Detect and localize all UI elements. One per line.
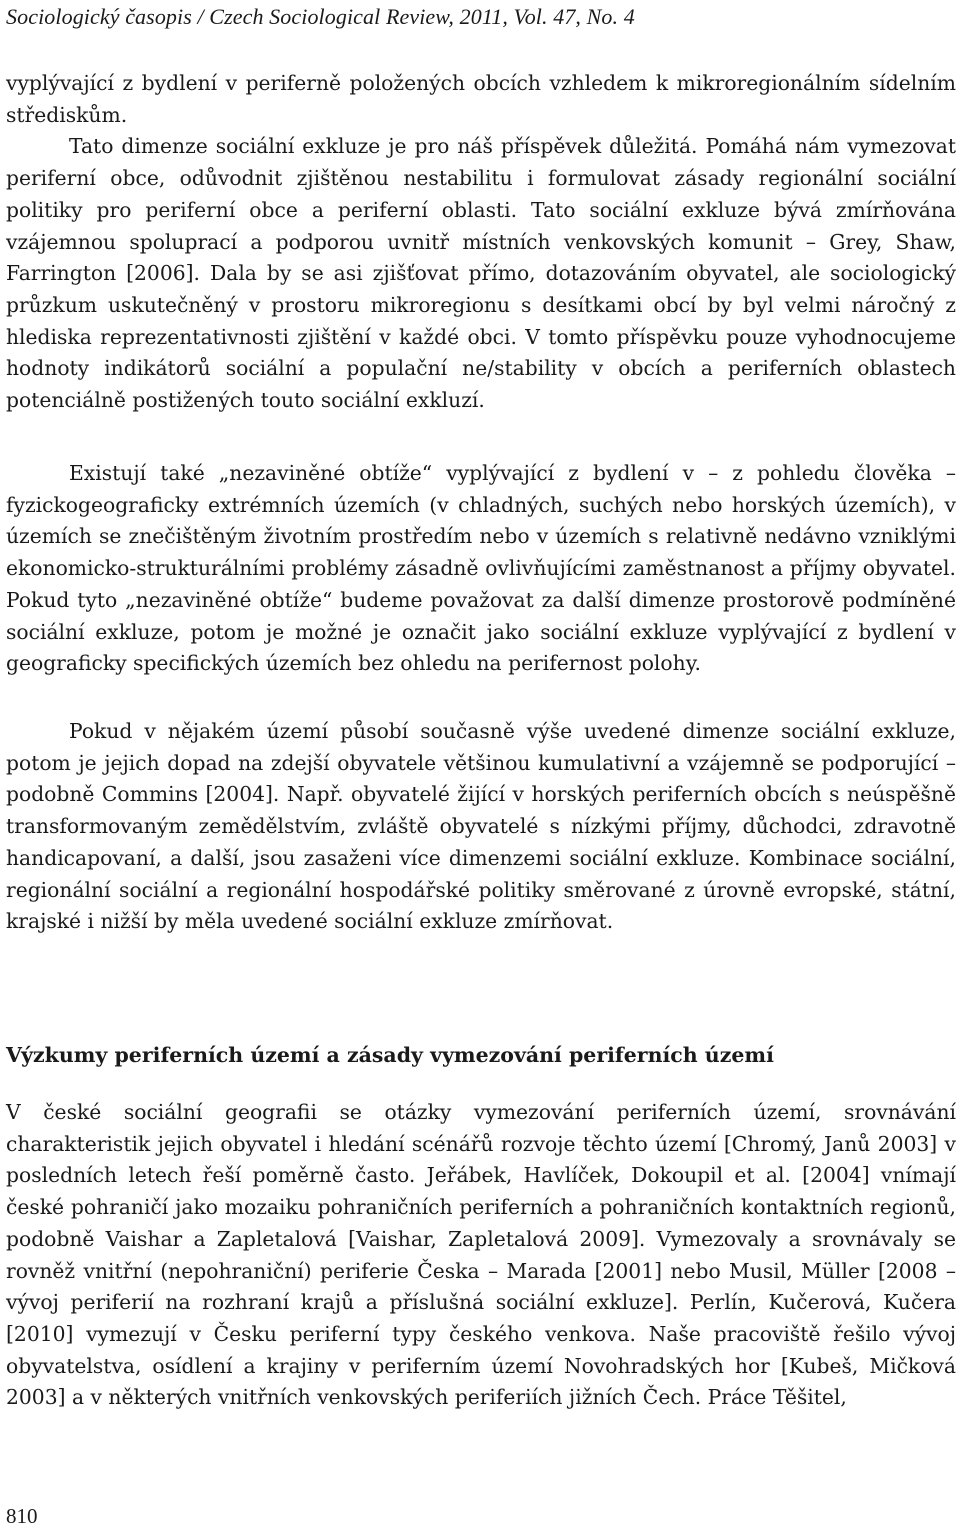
paragraph-unintended-difficulties: Existují také „nezaviněné obtíže“ vyplývající z bydlení v – z pohledu člověka – fyzickogeograficky extrémních územích (v chladných, suchých nebo horských územích), v územích se znečištěným životním prostředím nebo v územích s relativně nedávno vzniklými ekonomicko-strukturálními problémy zásadně ovlivňujícími zaměstnanost a příjmy obyvatel. Pokud tyto „nezaviněné obtíže“ budeme považovat za další dimenze prostorově podmíněné sociální exkluze, potom je možné je označit jako sociální exkluze vyplývající z bydlení v geograficky specifických územích bez ohledu na perifernost polohy.	[6, 461, 956, 676]
text-block-difficulties	[6, 458, 956, 680]
text-block-cumulative	[6, 716, 956, 938]
running-header: Sociologický časopis / Czech Sociological Review, 2011, Vol. 47, No. 4	[6, 4, 635, 29]
page-number: 810	[6, 1504, 38, 1528]
text-block-section	[6, 1097, 956, 1414]
paragraph-exclusion-dimension: Tato dimenze sociální exkluze je pro náš příspěvek důležitá. Pomáhá nám vymezovat periferní obce, odůvodnit zjištěnou nestabilitu i formulovat zásady regionální sociální politiky pro periferní obce a periferní oblasti. Tato sociální exkluze bývá zmírňována vzájemnou spoluprací a podporou uvnitř místních venkovských komunit – Grey, Shaw, Farrington [2006]. Dala by se asi zjišťovat přímo, dotazováním obyvatel, ale sociologický průzkum uskutečněný v prostoru mikroregionu s desítkami obcí by byl velmi náročný z hlediska reprezentativnosti zjištění v každé obci. V tomto příspěvku pouze vyhodnocujeme hodnoty indikátorů sociální a populační ne/stability v obcích a periferních oblastech potenciálně postižených touto sociální exkluzí.	[6, 134, 956, 413]
paragraph-continuation: vyplývající z bydlení v periferně položených obcích vzhledem k mikroregionálním sídelním střediskům.	[6, 71, 956, 127]
text-block-continuation	[6, 68, 956, 417]
section-heading: Výzkumy periferních území a zásady vymezování periferních území	[6, 1043, 774, 1067]
paragraph-cumulative-impact: Pokud v nějakém území působí současně výše uvedené dimenze sociální exkluze, potom je jejich dopad na zdejší obyvatele většinou kumulativní a vzájemně se podporující – podobně Commins [2004]. Např. obyvatelé žijící v horských periferních obcích s neúspěšně transformovaným zemědělstvím, zvláště obyvatelé s nízkými příjmy, důchodci, zdravotně handicapovaní, a další, jsou zasaženi více dimenzemi sociální exkluze. Kombinace sociální, regionální sociální a regionální hospodářské politiky směrované z úrovně evropské, státní, krajské i nižší by měla uvedené sociální exkluze zmírňovat.	[6, 719, 956, 934]
paragraph-research-overview: V české sociální geografii se otázky vymezování periferních území, srovnávání charakteristik jejich obyvatel i hledání scénářů rozvoje těchto území [Chromý, Janů 2003] v posledních letech řeší poměrně často. Jeřábek, Havlíček, Dokoupil et al. [2004] vnímají české pohraničí jako mozaiku pohraničních periferních a pohraničních kontaktních regionů, podobně Vaishar a Zapletalová [Vaishar, Zapletalová 2009]. Vymezovaly a srovnávaly se rovněž vnitřní (nepohraniční) periferie Česka – Marada [2001] nebo Musil, Müller [2008 – vývoj periferií na rozhraní krajů a příslušná sociální exkluze]. Perlín, Kučerová, Kučera [2010] vymezují v Česku periferní typy českého venkova. Naše pracoviště řešilo vývoj obyvatelstva, osídlení a krajiny v periferním území Novohradských hor [Kubeš, Mičková 2003] a v některých vnitřních venkovských periferiích jižních Čech. Práce Těšitel,	[6, 1100, 956, 1410]
journal-page	[6, 0, 956, 1538]
